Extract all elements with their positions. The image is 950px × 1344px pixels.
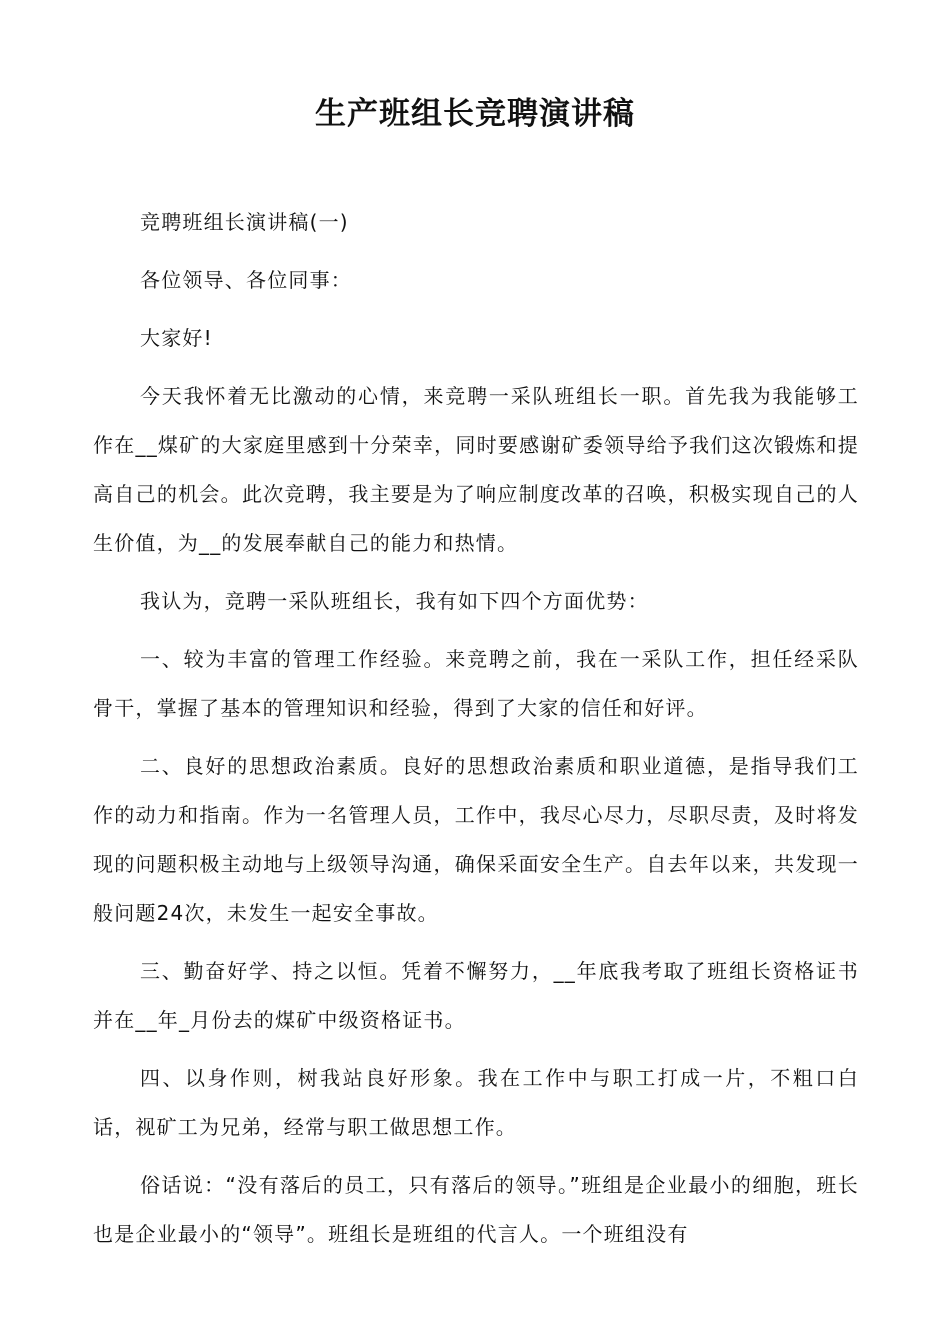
paragraph-salutation: 各位领导、各位同事： [140, 268, 352, 292]
paragraph-advantage-one: 一、较为丰富的管理工作经验。来竞聘之前，我在一采队工作，担任经采队骨干，掌握了基本的管理知识和经验，得到了大家的信任和好评。 [93, 647, 859, 720]
paragraph-heading: 竞聘班组长演讲稿(一) [140, 210, 349, 234]
document-body [93, 198, 859, 1268]
paragraph-advantages-intro: 我认为，竞聘一采队班组长，我有如下四个方面优势： [140, 589, 649, 613]
paragraph-advantage-four: 四、以身作则，树我站良好形象。我在工作中与职工打成一片，不粗口白话，视矿工为兄弟，经常与职工做思想工作。 [93, 1066, 859, 1139]
paragraph-advantage-two: 二、良好的思想政治素质。良好的思想政治素质和职业道德，是指导我们工作的动力和指南。作为一名管理人员，工作中，我尽心尽力，尽职尽责，及时将发现的问题积极主动地与上级领导沟通，确保采面安全生产。自去年以来，共发现一般问题24次，未发生一起安全事故。 [93, 754, 859, 925]
paragraph-advantage-three: 三、勤奋好学、持之以恒。凭着不懈努力，__年底我考取了班组长资格证书并在__年_月份去的煤矿中级资格证书。 [93, 959, 859, 1032]
document-title: 生产班组长竞聘演讲稿 [315, 96, 635, 132]
paragraph-intro: 今天我怀着无比激动的心情，来竞聘一采队班组长一职。首先我为我能够工作在__煤矿的大家庭里感到十分荣幸，同时要感谢矿委领导给予我们这次锻炼和提高自己的机会。此次竞聘，我主要是为了响应制度改革的召唤，积极实现自己的人生价值，为__的发展奉献自己的能力和热情。 [93, 384, 859, 555]
paragraph-saying: 俗话说：“没有落后的员工，只有落后的领导。”班组是企业最小的细胞，班长也是企业最小的“领导”。班组长是班组的代言人。一个班组没有 [93, 1173, 859, 1246]
paragraph-greeting: 大家好! [140, 326, 213, 350]
